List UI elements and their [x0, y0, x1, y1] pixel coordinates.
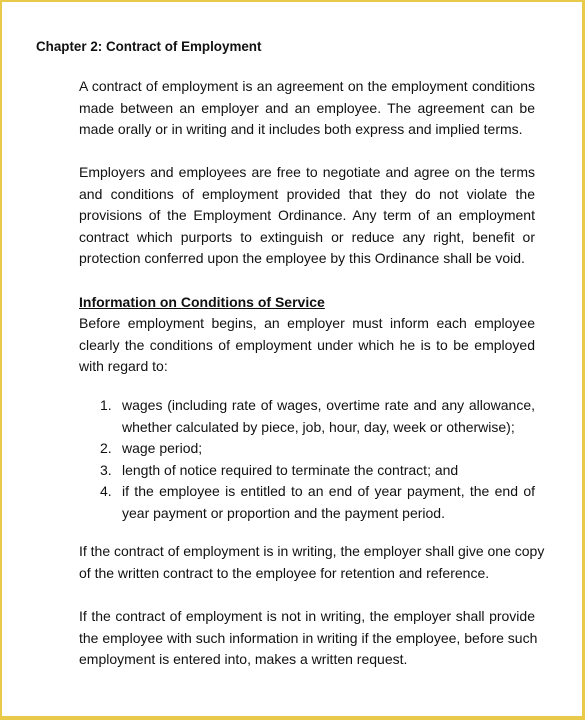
paragraph-line: the employee with such information in writing if the employee, before such: [79, 629, 538, 646]
paragraph-line: provisions of the Employment Ordinance. Any term of an employment: [79, 207, 535, 224]
paragraph-line: protection conferred upon the employee by this Ordinance shall be void.: [79, 250, 525, 267]
list-item-line: wage period;: [122, 440, 203, 457]
list-item-number: 4.: [100, 483, 112, 500]
list-item-line: whether calculated by piece, job, hour, day, week or otherwise);: [122, 418, 515, 435]
chapter-title: Chapter 2: Contract of Employment: [36, 39, 262, 54]
paragraph-line: If the contract of employment is not in writing, the employer shall provide: [79, 608, 535, 624]
list-item-number: 3.: [100, 461, 112, 478]
paragraph-line: Employers and employees are free to negotiate and agree on the terms: [79, 164, 535, 180]
paragraph-line: of the written contract to the employee for retention and reference.: [79, 564, 490, 581]
list-item-number: 2.: [100, 440, 112, 457]
list-item-line: length of notice required to terminate the contract; and: [122, 461, 459, 478]
paragraph-line: contract which purports to extinguish or reduce any right, benefit or: [79, 228, 535, 245]
paragraph-line: Before employment begins, an employer must inform each employee: [79, 315, 535, 331]
section-heading: Information on Conditions of Service: [79, 294, 325, 310]
paragraph-line: with regard to:: [79, 358, 168, 375]
paragraph-line: and conditions of employment provided that they do not violate the: [79, 185, 535, 202]
paragraph-line: If the contract of employment is in writing, the employer shall give one copy: [79, 543, 545, 559]
paragraph-line: A contract of employment is an agreement on the employment conditions: [79, 78, 535, 94]
list-item-line: if the employee is entitled to an end of year payment, the end of: [122, 483, 535, 500]
list-item-line: year payment or proportion and the payment period.: [122, 504, 445, 521]
list-item-line: wages (including rate of wages, overtime rate and any allowance,: [122, 397, 535, 413]
paragraph-line: clearly the conditions of employment under which he is to be employed: [79, 336, 535, 353]
paragraph-line: employment is entered into, makes a written request.: [79, 651, 408, 668]
list-item-number: 1.: [100, 397, 112, 413]
paragraph-line: made orally or in writing and it includes both express and implied terms.: [79, 121, 523, 138]
paragraph-line: made between an employer and an employee. The agreement can be: [79, 99, 535, 116]
